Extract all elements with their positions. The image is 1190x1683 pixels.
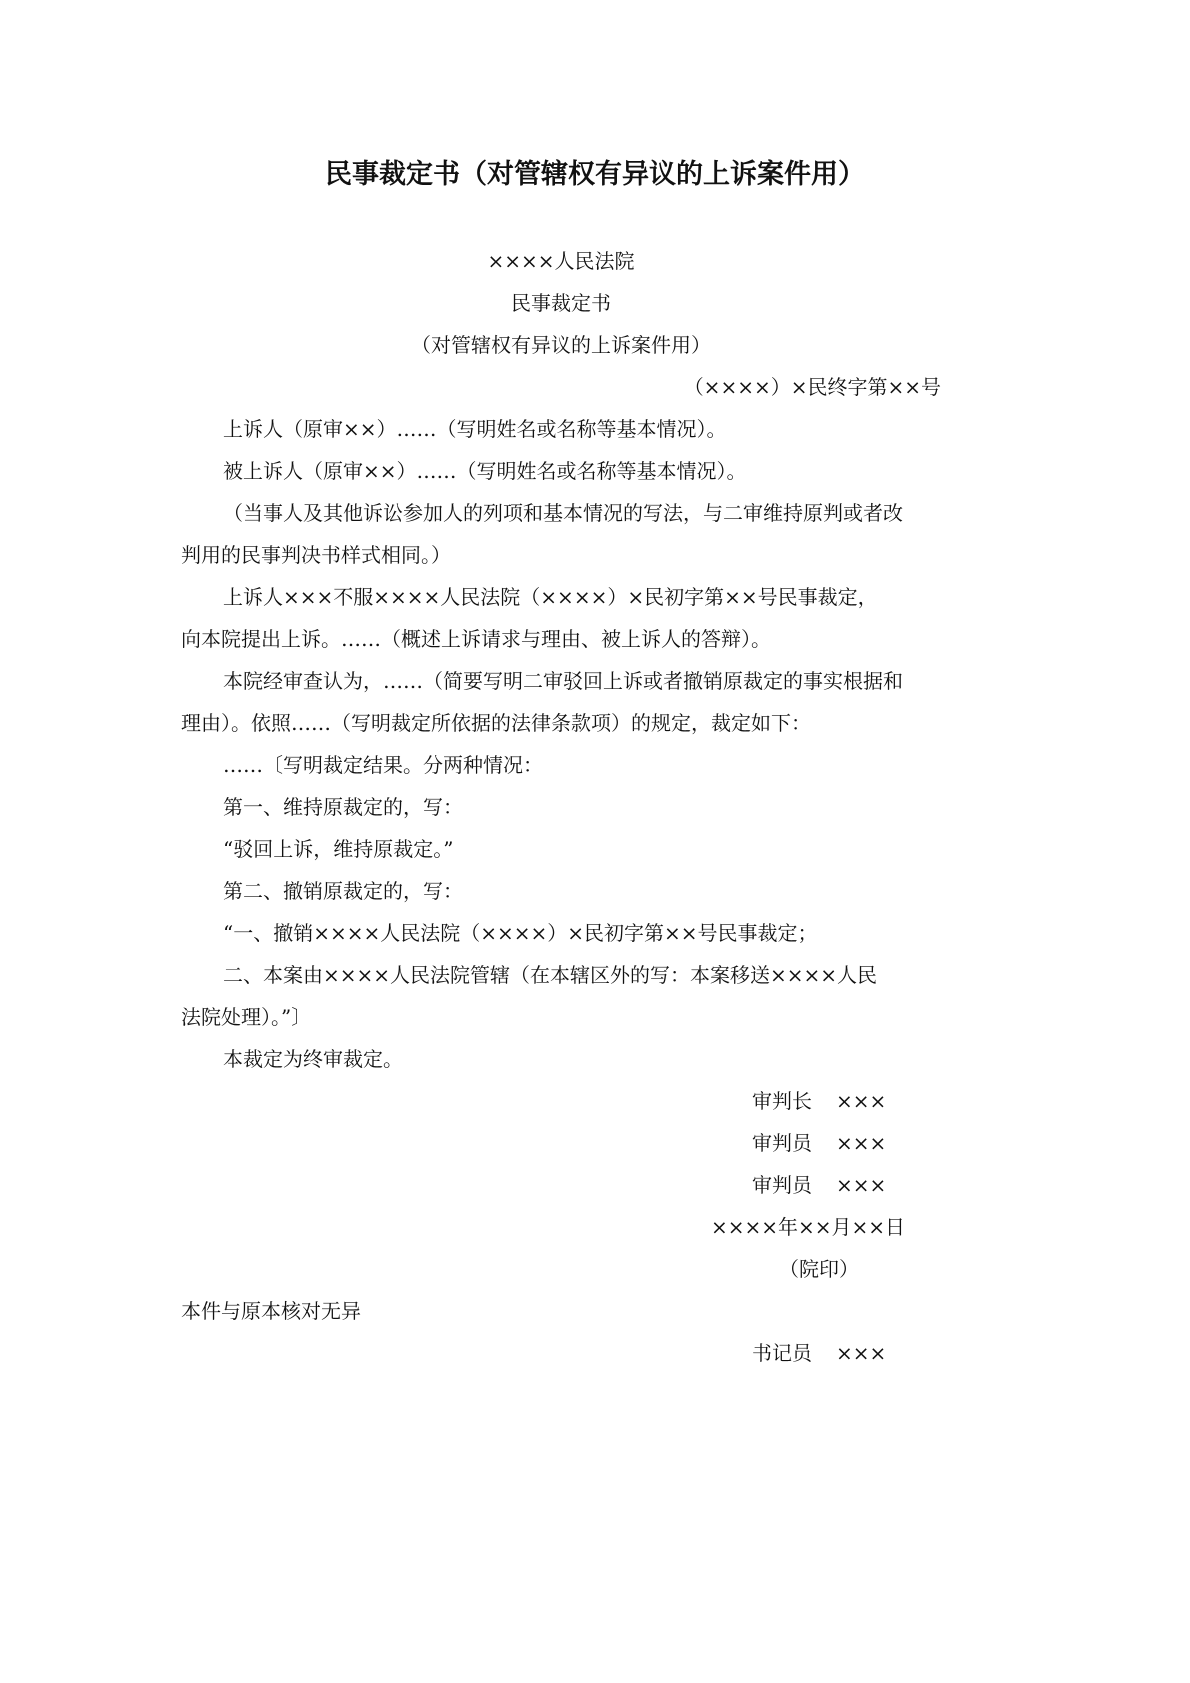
signature-role: 审判员	[752, 1173, 812, 1197]
paragraph-case-two-item-2b: 法院处理）。”〕	[181, 1005, 312, 1029]
paragraph-appellant: 上诉人（原审××）……（写明姓名或名称等基本情况）。	[223, 417, 727, 441]
signature-row-clerk	[181, 1332, 941, 1374]
court-name: ××××人民法院	[487, 249, 635, 273]
signature-row-judge-2	[181, 1164, 941, 1206]
paragraph-appeal-2: 向本院提出上诉。……（概述上诉请求与理由、被上诉人的答辩）。	[181, 627, 771, 651]
paragraph-case-two: 第二、撤销原裁定的，写：	[223, 879, 463, 903]
paragraph-case-two-item-2a: 二、本案由××××人民法院管辖（在本辖区外的写：本案移送××××人民	[223, 963, 878, 987]
paragraph-parties-note-2: 判用的民事判决书样式相同。）	[181, 543, 451, 567]
document-body	[181, 240, 941, 1374]
signature-role: 书记员	[752, 1341, 812, 1365]
ruling-date: ××××年××月××日	[711, 1215, 906, 1239]
document-main-title: 民事裁定书（对管辖权有异议的上诉案件用）	[325, 159, 865, 190]
document-type: 民事裁定书	[511, 291, 611, 315]
signature-role: 审判员	[752, 1131, 812, 1155]
signature-row-judge-1	[181, 1122, 941, 1164]
signature-name: ×××	[836, 1173, 887, 1197]
signature-role: 审判长	[752, 1089, 812, 1113]
paragraph-final-ruling: 本裁定为终审裁定。	[223, 1047, 403, 1071]
paragraph-case-two-item-1: “一、撤销××××人民法院（××××）×民初字第××号民事裁定；	[223, 921, 818, 945]
paragraph-review-2: 理由）。依照……（写明裁定所依据的法律条款项）的规定，裁定如下：	[181, 711, 811, 735]
paragraph-appeal-1: 上诉人×××不服××××人民法院（××××）×民初字第××号民事裁定，	[223, 585, 878, 609]
signature-name: ×××	[836, 1131, 887, 1155]
paragraph-appellee: 被上诉人（原审××）……（写明姓名或名称等基本情况）。	[223, 459, 747, 483]
paragraph-review-1: 本院经审查认为，……（简要写明二审驳回上诉或者撤销原裁定的事实根据和	[223, 669, 903, 693]
signature-name: ×××	[836, 1341, 887, 1365]
paragraph-ruling-intro: ……〔写明裁定结果。分两种情况：	[223, 753, 543, 777]
paragraph-case-one-text: “驳回上诉，维持原裁定。”	[223, 837, 454, 861]
paragraph-case-one: 第一、维持原裁定的，写：	[223, 795, 463, 819]
document-subtype: （对管辖权有异议的上诉案件用）	[411, 333, 711, 357]
case-number: （××××）×民终字第××号	[683, 375, 941, 399]
court-seal: （院印）	[779, 1257, 859, 1281]
verification-note: 本件与原本核对无异	[181, 1299, 361, 1323]
paragraph-parties-note-1: （当事人及其他诉讼参加人的列项和基本情况的写法，与二审维持原判或者改	[223, 501, 903, 525]
signature-name: ×××	[836, 1089, 887, 1113]
signature-row-presiding-judge	[181, 1080, 941, 1122]
